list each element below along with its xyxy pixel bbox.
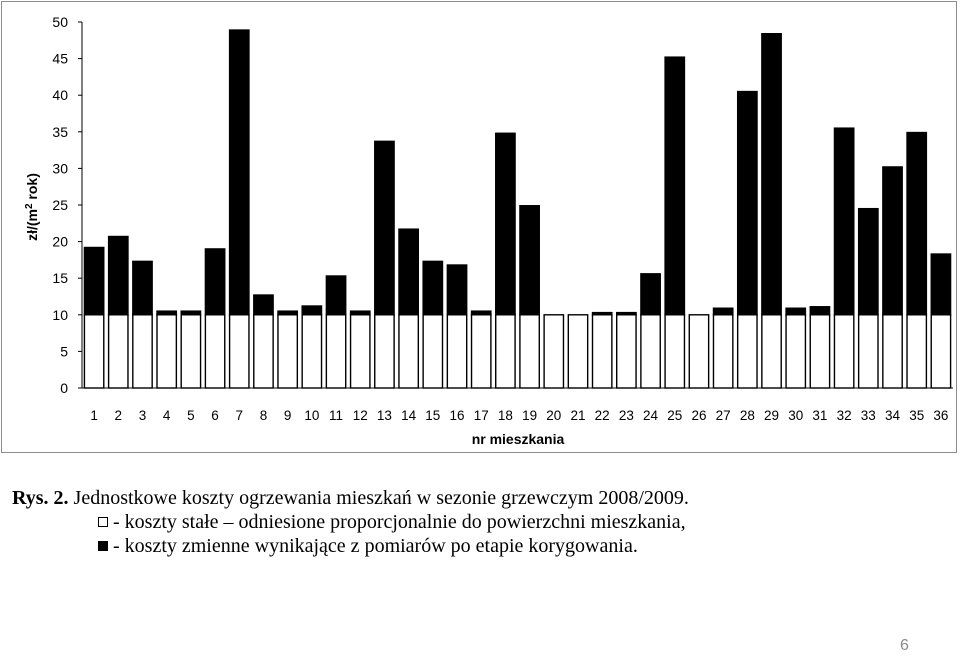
bar-fixed-21 xyxy=(568,315,587,388)
x-tick-label-20: 20 xyxy=(546,408,562,423)
x-tick-label-7: 7 xyxy=(235,408,244,423)
x-tick-label-28: 28 xyxy=(739,408,755,423)
bar-variable-36 xyxy=(931,254,950,315)
chart-frame xyxy=(1,1,957,453)
bar-fixed-24 xyxy=(641,315,660,388)
bar-variable-35 xyxy=(907,133,926,315)
bar-variable-27 xyxy=(713,308,732,315)
x-tick-label-30: 30 xyxy=(788,408,804,423)
bar-fixed-35 xyxy=(907,315,926,388)
y-tick-label-45: 45 xyxy=(52,50,68,67)
y-tick-label-35: 35 xyxy=(52,123,68,140)
y-tick-label-40: 40 xyxy=(52,87,68,104)
bar-fixed-22 xyxy=(593,315,612,388)
bar-variable-13 xyxy=(375,141,394,314)
x-tick-label-16: 16 xyxy=(449,408,465,423)
legend-fixed-line xyxy=(12,510,952,534)
bar-variable-31 xyxy=(810,307,829,315)
x-tick-label-8: 8 xyxy=(259,408,268,423)
x-tick-label-29: 29 xyxy=(764,408,780,423)
y-tick-label-5: 5 xyxy=(60,343,68,360)
bar-fixed-34 xyxy=(883,315,902,388)
bar-variable-7 xyxy=(230,30,249,315)
y-tick-label-20: 20 xyxy=(52,233,68,250)
figure-label: Rys. 2. xyxy=(12,487,69,509)
bar-fixed-17 xyxy=(472,315,491,388)
bar-variable-10 xyxy=(302,306,321,315)
x-tick-label-15: 15 xyxy=(425,408,441,423)
bar-fixed-23 xyxy=(617,315,636,388)
bar-variable-8 xyxy=(254,295,273,315)
bar-fixed-6 xyxy=(205,315,224,388)
bar-variable-2 xyxy=(109,236,128,314)
figure-title: Jednostkowe koszty ogrzewania mieszkań w sezonie grzewczym 2008/2009. xyxy=(68,487,689,509)
bar-variable-6 xyxy=(205,249,224,315)
bar-variable-12 xyxy=(351,311,370,315)
x-tick-label-4: 4 xyxy=(162,408,171,423)
bar-fixed-9 xyxy=(278,315,297,388)
x-tick-label-36: 36 xyxy=(933,408,949,423)
x-tick-label-11: 11 xyxy=(329,408,344,423)
x-tick-label-9: 9 xyxy=(283,408,292,423)
x-tick-label-23: 23 xyxy=(618,408,634,423)
bar-variable-17 xyxy=(472,311,491,315)
bar-fixed-1 xyxy=(84,315,103,388)
bar-variable-5 xyxy=(181,311,200,315)
bar-variable-19 xyxy=(520,206,539,315)
x-tick-label-18: 18 xyxy=(497,408,513,423)
bar-variable-22 xyxy=(593,313,612,315)
x-tick-label-10: 10 xyxy=(304,408,320,423)
bar-variable-15 xyxy=(423,261,442,314)
figure-caption xyxy=(12,486,952,558)
y-tick-label-25: 25 xyxy=(52,197,68,213)
legend-fixed-text: - koszty stałe – odniesione proporcjonalnie do powierzchni mieszkania, xyxy=(108,511,686,533)
x-tick-label-6: 6 xyxy=(211,408,219,423)
bar-fixed-8 xyxy=(254,315,273,388)
y-axis-label: $zł/(m^2$ rok) xyxy=(24,173,40,241)
x-tick-label-2: 2 xyxy=(114,408,123,423)
x-tick-label-17: 17 xyxy=(473,408,489,423)
x-tick-label-1: 1 xyxy=(90,408,98,423)
bar-variable-18 xyxy=(496,133,515,315)
bar-fixed-12 xyxy=(351,315,370,388)
x-tick-label-33: 33 xyxy=(860,408,876,423)
bar-fixed-18 xyxy=(496,315,515,388)
x-tick-label-27: 27 xyxy=(715,408,731,423)
bar-variable-1 xyxy=(84,247,103,314)
bar-variable-28 xyxy=(738,92,757,315)
x-tick-label-31: 31 xyxy=(812,408,828,423)
bar-fixed-11 xyxy=(326,315,345,388)
x-tick-label-3: 3 xyxy=(138,408,147,423)
x-tick-label-14: 14 xyxy=(401,408,417,423)
legend-filled-square-icon xyxy=(98,541,108,551)
page-number: 6 xyxy=(900,637,909,654)
bar-fixed-20 xyxy=(544,315,563,388)
bar-fixed-28 xyxy=(738,315,757,388)
x-tick-label-5: 5 xyxy=(187,408,195,423)
bar-variable-32 xyxy=(834,128,853,315)
y-tick-label-0: 0 xyxy=(60,380,68,396)
bar-chart xyxy=(2,2,956,452)
x-tick-label-32: 32 xyxy=(836,408,852,423)
caption-title-line xyxy=(12,486,952,510)
x-axis-label: nr mieszkania xyxy=(471,431,565,447)
bar-variable-11 xyxy=(326,276,345,315)
x-tick-label-24: 24 xyxy=(643,408,659,423)
bar-variable-33 xyxy=(859,209,878,315)
bar-fixed-4 xyxy=(157,315,176,388)
bar-variable-16 xyxy=(447,265,466,315)
x-tick-label-26: 26 xyxy=(691,408,707,423)
bar-fixed-15 xyxy=(423,315,442,388)
bar-fixed-10 xyxy=(302,315,321,388)
legend-variable-text: - koszty zmienne wynikające z pomiarów po etapie korygowania. xyxy=(108,535,638,557)
bar-fixed-33 xyxy=(859,315,878,388)
bar-fixed-27 xyxy=(713,315,732,388)
bar-variable-29 xyxy=(762,34,781,315)
y-tick-label-10: 10 xyxy=(52,306,68,323)
bar-fixed-13 xyxy=(375,315,394,388)
bar-variable-9 xyxy=(278,311,297,315)
legend-variable-line xyxy=(12,534,952,558)
x-tick-label-12: 12 xyxy=(352,408,368,423)
legend-hollow-square-icon xyxy=(98,517,108,527)
bar-fixed-5 xyxy=(181,315,200,388)
bar-fixed-29 xyxy=(762,315,781,388)
bar-fixed-2 xyxy=(109,315,128,388)
bar-variable-23 xyxy=(617,313,636,315)
bar-variable-14 xyxy=(399,229,418,315)
bar-variable-30 xyxy=(786,308,805,315)
bar-fixed-30 xyxy=(786,315,805,388)
bar-fixed-36 xyxy=(931,315,950,388)
bar-fixed-7 xyxy=(230,315,249,388)
bar-variable-4 xyxy=(157,311,176,315)
x-tick-label-22: 22 xyxy=(594,408,610,423)
bar-fixed-16 xyxy=(447,315,466,388)
y-tick-label-30: 30 xyxy=(52,160,68,177)
x-tick-label-21: 21 xyxy=(570,408,586,423)
x-tick-label-13: 13 xyxy=(376,408,392,423)
y-tick-label-15: 15 xyxy=(52,270,68,287)
x-tick-label-35: 35 xyxy=(909,408,925,423)
y-tick-label-50: 50 xyxy=(52,14,68,30)
bar-variable-3 xyxy=(133,261,152,314)
bar-fixed-3 xyxy=(133,315,152,388)
x-tick-label-19: 19 xyxy=(522,408,538,423)
bar-fixed-19 xyxy=(520,315,539,388)
bar-fixed-32 xyxy=(834,315,853,388)
bar-fixed-26 xyxy=(689,315,708,388)
bar-fixed-25 xyxy=(665,315,684,388)
bar-variable-24 xyxy=(641,274,660,315)
x-tick-label-25: 25 xyxy=(667,408,683,423)
bar-variable-25 xyxy=(665,57,684,315)
bar-fixed-31 xyxy=(810,315,829,388)
x-tick-label-34: 34 xyxy=(884,408,901,423)
bar-fixed-14 xyxy=(399,315,418,388)
bar-variable-34 xyxy=(883,167,902,315)
